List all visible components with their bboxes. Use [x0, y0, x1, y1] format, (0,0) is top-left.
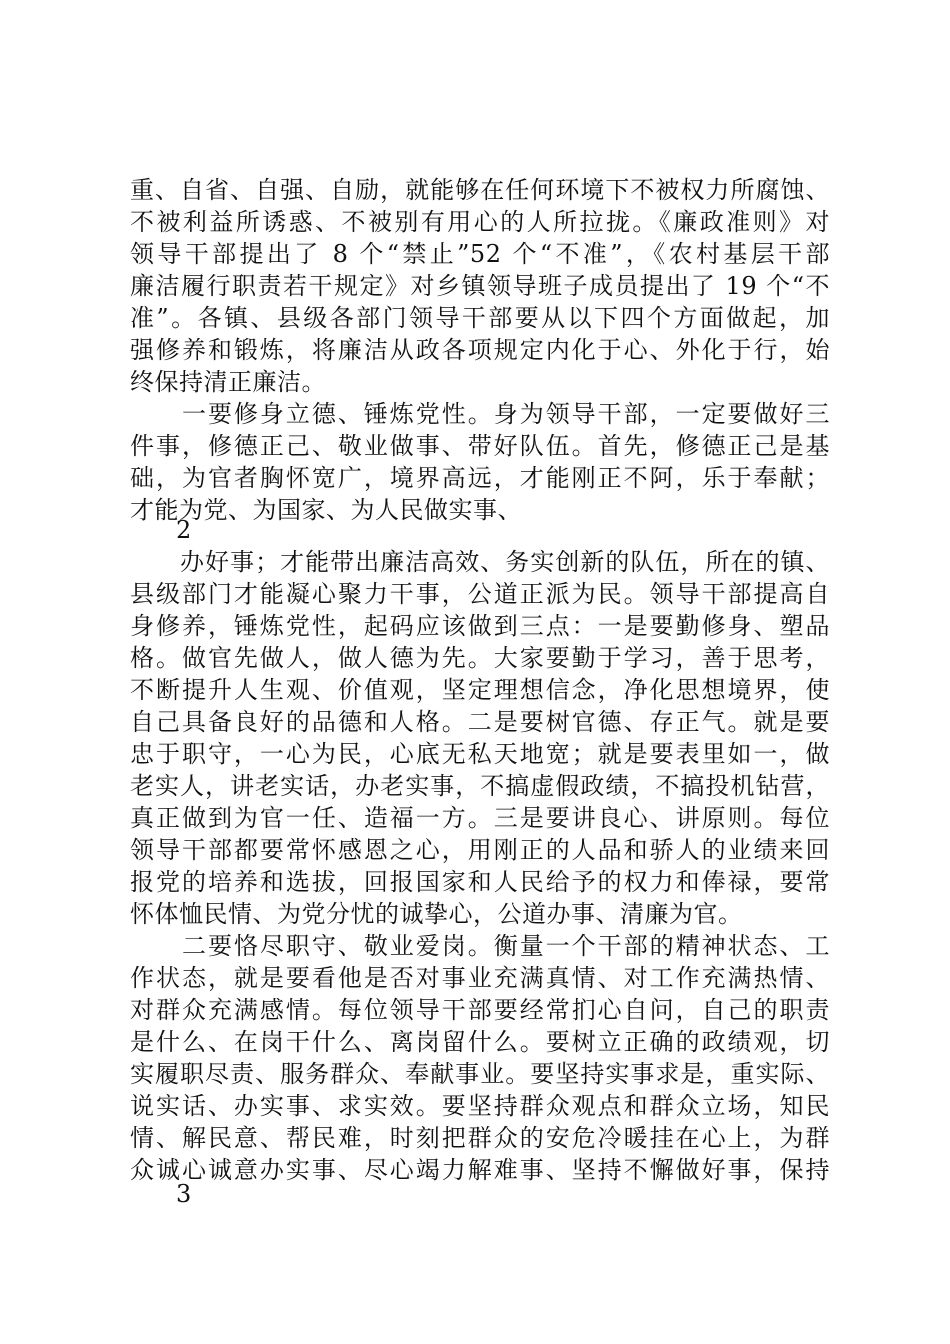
text-line: 才能为党、为国家、为人民做实事、 — [130, 496, 522, 524]
text-line: 报党的培养和选拔，回报国家和人民给予的权力和俸禄，要常 — [130, 868, 830, 896]
text-line: 忠于职守，一心为民，心底无私天地宽；就是要表里如一，做 — [130, 740, 830, 768]
text-line: 二要恪尽职守、敬业爱岗。衡量一个干部的精神状态、工 — [130, 932, 830, 960]
text-line: 廉洁履行职责若干规定》对乡镇领导班子成员提出了 19 个“不 — [130, 272, 830, 300]
text-line: 领导干部都要常怀感恩之心，用刚正的人品和骄人的业绩来回 — [130, 836, 830, 864]
text-line: 怀体恤民情、为党分忧的诚挚心，公道办事、清廉为官。 — [130, 900, 743, 928]
text-line: 重、自省、自强、自励，就能够在任何环境下不被权力所腐蚀、 — [130, 176, 830, 204]
text-line: 础，为官者胸怀宽广，境界高远，才能刚正不阿，乐于奉献； — [130, 464, 830, 492]
text-line: 强修养和锻炼，将廉洁从政各项规定内化于心、外化于行，始 — [130, 336, 830, 364]
text-line: 办好事；才能带出廉洁高效、务实创新的队伍，所在的镇、 — [130, 548, 830, 576]
text-line: 一要修身立德、锤炼党性。身为领导干部，一定要做好三 — [130, 400, 830, 428]
text-line: 老实人，讲老实话，办老实事，不搞虚假政绩，不搞投机钻营， — [130, 772, 830, 800]
text-line: 不被利益所诱惑、不被别有用心的人所拉拢。《廉政准则》对 — [130, 208, 830, 236]
text-line: 情、解民意、帮民难，时刻把群众的安危冷暖挂在心上，为群 — [130, 1124, 830, 1152]
text-line: 县级部门才能凝心聚力干事，公道正派为民。领导干部提高自 — [130, 580, 830, 608]
text-line: 身修养，锤炼党性，起码应该做到三点：一是要勤修身、塑品 — [130, 612, 830, 640]
text-line: 实履职尽责、服务群众、奉献事业。要坚持实事求是，重实际、 — [130, 1060, 830, 1088]
text-line: 终保持清正廉洁。 — [130, 368, 326, 396]
text-line: 领导干部提出了 8 个“禁止”52 个“不准”，《农村基层干部 — [130, 240, 830, 268]
text-line: 对群众充满感情。每位领导干部要经常扪心自问，自己的职责 — [130, 996, 830, 1024]
text-line: 件事，修德正己、敬业做事、带好队伍。首先，修德正己是基 — [130, 432, 830, 460]
text-line: 众诚心诚意办实事、尽心竭力解难事、坚持不懈做好事，保持 — [130, 1156, 830, 1184]
text-line: 是什么、在岗干什么、离岗留什么。要树立正确的政绩观，切 — [130, 1028, 830, 1056]
page-number: 2 — [176, 516, 192, 544]
text-line: 格。做官先做人，做人德为先。大家要勤于学习，善于思考， — [130, 644, 830, 672]
text-line: 自己具备良好的品德和人格。二是要树官德、存正气。就是要 — [130, 708, 830, 736]
text-line: 真正做到为官一任、造福一方。三是要讲良心、讲原则。每位 — [130, 804, 830, 832]
text-line: 准”。各镇、县级各部门领导干部要从以下四个方面做起，加 — [130, 304, 830, 332]
text-line: 作状态，就是要看他是否对事业充满真情、对工作充满热情、 — [130, 964, 830, 992]
text-line: 说实话、办实事、求实效。要坚持群众观点和群众立场，知民 — [130, 1092, 830, 1120]
page-number: 3 — [176, 1180, 192, 1208]
text-line: 不断提升人生观、价值观，坚定理想信念，净化思想境界，使 — [130, 676, 830, 704]
